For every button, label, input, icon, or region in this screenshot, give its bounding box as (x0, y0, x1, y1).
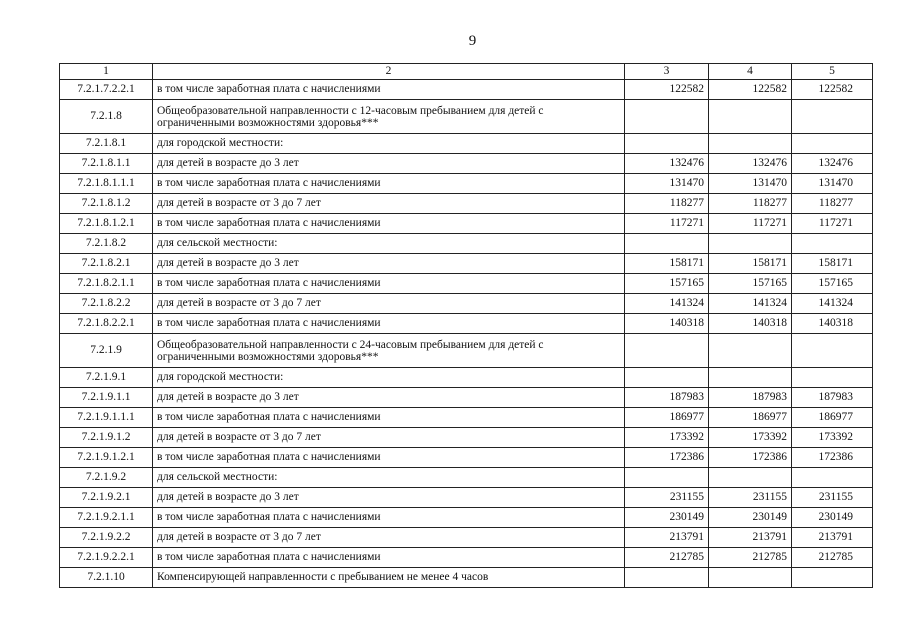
row-value-col4-cell (709, 234, 792, 254)
row-value-col5-cell (792, 468, 873, 488)
row-value-col3-cell: 118277 (625, 194, 709, 214)
row-value-col5-cell: 172386 (792, 448, 873, 468)
table-row (60, 528, 873, 548)
row-code-cell: 7.2.1.9 (60, 334, 153, 368)
row-value-col5-cell: 231155 (792, 488, 873, 508)
row-value-col5-cell: 122582 (792, 80, 873, 100)
table-row (60, 314, 873, 334)
row-value-col4-cell: 140318 (709, 314, 792, 334)
row-value-col4-cell: 172386 (709, 448, 792, 468)
row-value-col4-cell (709, 134, 792, 154)
row-description-cell: Общеобразовательной направленности с 24-часовым пребыванием для детей с ограниченными возможностями здоровья*** (153, 334, 625, 368)
row-code-cell: 7.2.1.8.2.1.1 (60, 274, 153, 294)
row-value-col5-cell (792, 368, 873, 388)
row-description-cell: в том числе заработная плата с начислениями (153, 80, 625, 100)
row-description-cell: для детей в возрасте от 3 до 7 лет (153, 528, 625, 548)
page-number: 9 (468, 33, 477, 49)
row-description-cell: для городской местности: (153, 134, 625, 154)
row-value-col5-cell: 141324 (792, 294, 873, 314)
row-value-col3-cell: 231155 (625, 488, 709, 508)
row-value-col3-cell: 141324 (625, 294, 709, 314)
row-code-cell: 7.2.1.9.1.1.1 (60, 408, 153, 428)
row-value-col3-cell (625, 468, 709, 488)
row-code-cell: 7.2.1.9.2.2.1 (60, 548, 153, 568)
row-value-col4-cell (709, 334, 792, 368)
row-value-col4-cell: 230149 (709, 508, 792, 528)
table-row (60, 100, 873, 134)
row-description-cell: для детей в возрасте до 3 лет (153, 388, 625, 408)
row-code-cell: 7.2.1.8.1.2.1 (60, 214, 153, 234)
row-value-col3-cell: 172386 (625, 448, 709, 468)
table-row (60, 174, 873, 194)
row-description-cell: для детей в возрасте от 3 до 7 лет (153, 428, 625, 448)
row-code-cell: 7.2.1.10 (60, 568, 153, 588)
row-description-cell: в том числе заработная плата с начислениями (153, 214, 625, 234)
row-value-col4-cell: 186977 (709, 408, 792, 428)
row-value-col4-cell: 213791 (709, 528, 792, 548)
row-value-col5-cell: 187983 (792, 388, 873, 408)
table-row (60, 428, 873, 448)
row-value-col5-cell: 213791 (792, 528, 873, 548)
table-row (60, 508, 873, 528)
row-description-cell: для детей в возрасте до 3 лет (153, 154, 625, 174)
row-value-col4-cell: 173392 (709, 428, 792, 448)
row-value-col3-cell: 173392 (625, 428, 709, 448)
row-code-cell: 7.2.1.9.1.2 (60, 428, 153, 448)
row-value-col4-cell: 157165 (709, 274, 792, 294)
column-header-3: 3 (625, 64, 709, 80)
row-value-col3-cell: 132476 (625, 154, 709, 174)
table-row (60, 134, 873, 154)
row-code-cell: 7.2.1.8.2.2 (60, 294, 153, 314)
row-description-cell: Компенсирующей направленности с пребыванием не менее 4 часов (153, 568, 625, 588)
row-value-col4-cell: 117271 (709, 214, 792, 234)
row-value-col5-cell: 212785 (792, 548, 873, 568)
row-value-col4-cell (709, 568, 792, 588)
row-code-cell: 7.2.1.9.1.1 (60, 388, 153, 408)
row-code-cell: 7.2.1.9.2.2 (60, 528, 153, 548)
row-code-cell: 7.2.1.8.2.1 (60, 254, 153, 274)
row-code-cell: 7.2.1.9.2.1 (60, 488, 153, 508)
row-value-col5-cell: 186977 (792, 408, 873, 428)
row-code-cell: 7.2.1.9.2 (60, 468, 153, 488)
column-header-5: 5 (792, 64, 873, 80)
row-description-cell: в том числе заработная плата с начислениями (153, 174, 625, 194)
row-value-col3-cell: 157165 (625, 274, 709, 294)
row-value-col5-cell (792, 134, 873, 154)
table-row (60, 334, 873, 368)
table-row (60, 548, 873, 568)
row-description-cell: в том числе заработная плата с начислениями (153, 274, 625, 294)
table-row (60, 408, 873, 428)
row-value-col3-cell: 230149 (625, 508, 709, 528)
row-description-cell: в том числе заработная плата с начислениями (153, 448, 625, 468)
table-row (60, 448, 873, 468)
table-row (60, 388, 873, 408)
row-value-col3-cell: 212785 (625, 548, 709, 568)
row-value-col5-cell: 173392 (792, 428, 873, 448)
row-description-cell: для городской местности: (153, 368, 625, 388)
row-code-cell: 7.2.1.8.1.1.1 (60, 174, 153, 194)
row-description-cell: для детей в возрасте от 3 до 7 лет (153, 294, 625, 314)
row-code-cell: 7.2.1.8.1 (60, 134, 153, 154)
row-value-col3-cell: 131470 (625, 174, 709, 194)
table-row (60, 254, 873, 274)
row-value-col3-cell: 117271 (625, 214, 709, 234)
row-description-cell: в том числе заработная плата с начислениями (153, 408, 625, 428)
column-header-1: 1 (60, 64, 153, 80)
row-code-cell: 7.2.1.9.2.1.1 (60, 508, 153, 528)
row-value-col5-cell: 140318 (792, 314, 873, 334)
row-value-col3-cell: 187983 (625, 388, 709, 408)
row-description-cell: для сельской местности: (153, 234, 625, 254)
row-value-col4-cell (709, 100, 792, 134)
row-value-col5-cell: 117271 (792, 214, 873, 234)
row-value-col5-cell: 118277 (792, 194, 873, 214)
row-description-cell: для сельской местности: (153, 468, 625, 488)
row-value-col5-cell (792, 234, 873, 254)
row-value-col4-cell: 118277 (709, 194, 792, 214)
row-value-col4-cell: 132476 (709, 154, 792, 174)
row-description-cell: в том числе заработная плата с начислениями (153, 548, 625, 568)
row-code-cell: 7.2.1.8.1.1 (60, 154, 153, 174)
table-row (60, 468, 873, 488)
row-value-col5-cell: 157165 (792, 274, 873, 294)
row-value-col4-cell: 187983 (709, 388, 792, 408)
row-code-cell: 7.2.1.7.2.2.1 (60, 80, 153, 100)
row-value-col3-cell (625, 568, 709, 588)
row-value-col5-cell: 131470 (792, 174, 873, 194)
table-row (60, 234, 873, 254)
row-description-cell: Общеобразовательной направленности с 12-часовым пребыванием для детей с ограниченными возможностями здоровья*** (153, 100, 625, 134)
row-description-cell: для детей в возрасте до 3 лет (153, 254, 625, 274)
row-value-col5-cell: 158171 (792, 254, 873, 274)
table-row (60, 80, 873, 100)
row-value-col3-cell (625, 334, 709, 368)
column-header-2: 2 (153, 64, 625, 80)
row-code-cell: 7.2.1.9.1 (60, 368, 153, 388)
row-value-col4-cell: 231155 (709, 488, 792, 508)
row-value-col4-cell: 158171 (709, 254, 792, 274)
table-row (60, 568, 873, 588)
row-value-col4-cell (709, 468, 792, 488)
row-value-col4-cell: 212785 (709, 548, 792, 568)
row-value-col3-cell (625, 134, 709, 154)
row-description-cell: для детей в возрасте до 3 лет (153, 488, 625, 508)
tariff-table (59, 63, 873, 588)
row-value-col3-cell (625, 368, 709, 388)
row-value-col4-cell: 131470 (709, 174, 792, 194)
row-value-col5-cell (792, 568, 873, 588)
row-description-cell: для детей в возрасте от 3 до 7 лет (153, 194, 625, 214)
row-code-cell: 7.2.1.8.1.2 (60, 194, 153, 214)
table-row (60, 488, 873, 508)
table-row (60, 368, 873, 388)
row-value-col5-cell: 230149 (792, 508, 873, 528)
row-value-col3-cell: 186977 (625, 408, 709, 428)
table-row (60, 194, 873, 214)
table-row (60, 214, 873, 234)
row-value-col3-cell: 213791 (625, 528, 709, 548)
table-body (60, 64, 873, 588)
row-description-cell: в том числе заработная плата с начислениями (153, 314, 625, 334)
row-value-col3-cell: 122582 (625, 80, 709, 100)
table-row (60, 274, 873, 294)
row-value-col4-cell (709, 368, 792, 388)
row-value-col3-cell: 158171 (625, 254, 709, 274)
row-value-col5-cell: 132476 (792, 154, 873, 174)
row-value-col4-cell: 122582 (709, 80, 792, 100)
row-description-cell: в том числе заработная плата с начислениями (153, 508, 625, 528)
row-code-cell: 7.2.1.8 (60, 100, 153, 134)
row-value-col3-cell: 140318 (625, 314, 709, 334)
row-value-col5-cell (792, 100, 873, 134)
table-row (60, 294, 873, 314)
column-header-4: 4 (709, 64, 792, 80)
row-value-col3-cell (625, 100, 709, 134)
table-header-row (60, 64, 873, 80)
table-row (60, 154, 873, 174)
row-value-col4-cell: 141324 (709, 294, 792, 314)
row-code-cell: 7.2.1.8.2 (60, 234, 153, 254)
row-code-cell: 7.2.1.8.2.2.1 (60, 314, 153, 334)
row-value-col3-cell (625, 234, 709, 254)
row-code-cell: 7.2.1.9.1.2.1 (60, 448, 153, 468)
row-value-col5-cell (792, 334, 873, 368)
